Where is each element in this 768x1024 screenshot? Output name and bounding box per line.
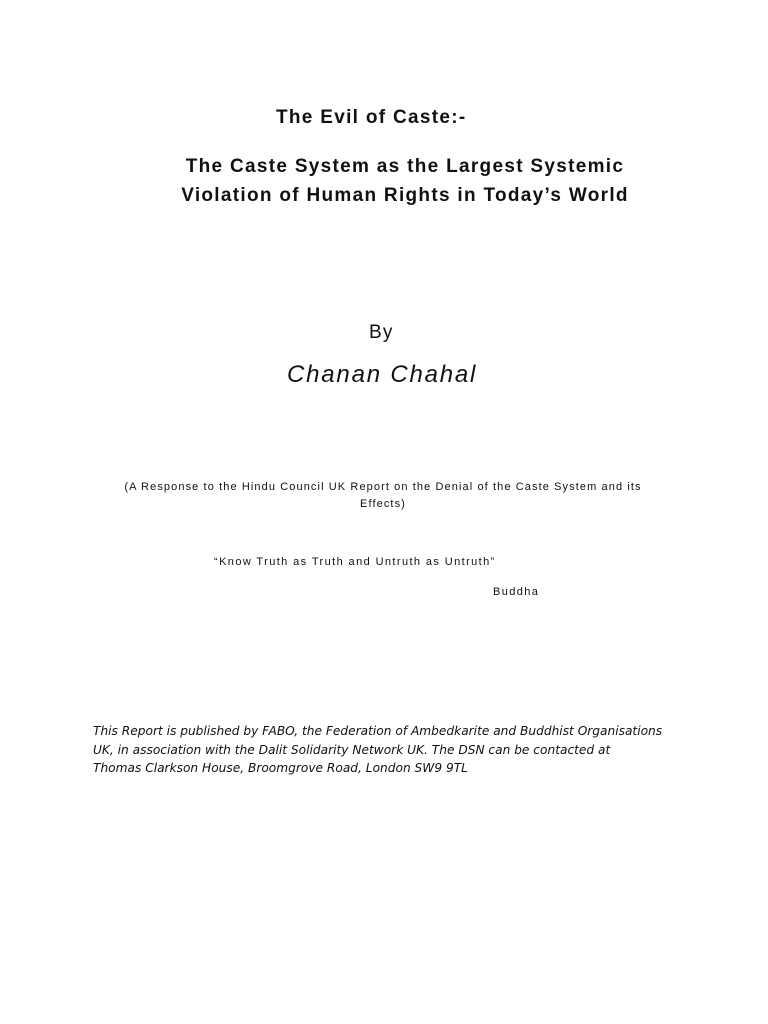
author-name: Chanan Chahal: [287, 361, 478, 388]
response-note-line-1: (A Response to the Hindu Council UK Report on the Denial of the Caste System and its: [124, 481, 642, 493]
response-note-line-2: Effects): [360, 498, 406, 510]
publisher-note-line-2: UK, in association with the Dalit Solidarity Network UK. The DSN can be contacted at: [93, 742, 611, 757]
document-title: The Evil of Caste:-: [276, 106, 467, 128]
publisher-note-line-1: This Report is published by FABO, the Federation of Ambedkarite and Buddhist Organisations: [93, 724, 663, 739]
response-note: [0, 479, 766, 513]
publisher-note: [93, 722, 683, 778]
document-subtitle: [0, 152, 768, 210]
document-subtitle-line-2: Violation of Human Rights in Today’s World: [181, 184, 629, 206]
quote-author: Buddha: [493, 586, 540, 598]
quote-text: “Know Truth as Truth and Untruth as Untruth”: [214, 556, 496, 568]
document-subtitle-line-1: The Caste System as the Largest Systemic: [185, 155, 625, 177]
publisher-note-line-3: Thomas Clarkson House, Broomgrove Road, London SW9 9TL: [93, 761, 468, 776]
by-label: By: [369, 322, 394, 343]
